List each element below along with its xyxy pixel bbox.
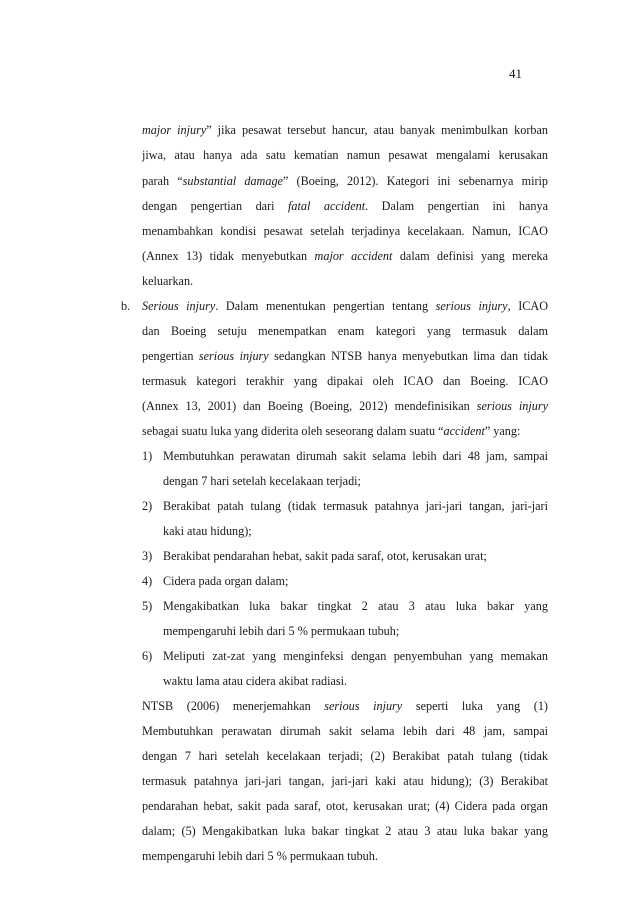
list-number: 3) [142,549,153,563]
text-run: (Annex 13, 2001) dan Boeing (Boeing, 2012) mendefinisikan [142,399,477,413]
italic-term: serious injury [476,399,549,413]
paragraph-line [142,248,548,264]
text-run: . Dalam pengertian ini hanya [365,199,548,213]
paragraph-line [142,423,520,439]
paragraph-line [142,122,548,138]
list-number: 1) [142,449,153,463]
list-number: 6) [142,649,153,663]
paragraph-line: keluarkan. [142,274,194,288]
paragraph-line [142,348,548,364]
text-run: NTSB (2006) menerjemahkan [142,699,325,713]
italic-term: substantial damage [182,174,283,188]
text-run: , ICAO [507,299,549,313]
text-run: (Annex 13) tidak menyebutkan [142,249,315,263]
text-run: sedangkan NTSB hanya menyebutkan lima dan tidak [268,349,548,363]
list-item-line: Berakibat pendarahan hebat, sakit pada saraf, otot, kerusakan urat; [163,549,487,563]
list-item-line: waktu lama atau cidera akibat radiasi. [163,674,348,688]
paragraph-line: Membutuhkan perawatan dirumah sakit selama lebih dari 48 jam, sampai [142,724,548,738]
paragraph-line: dengan 7 hari setelah kecelakaan terjadi; (2) Berakibat patah tulang (tidak [142,749,548,763]
text-run: pengertian [142,349,199,363]
italic-term: fatal accident [288,199,366,213]
list-item-line: Cidera pada organ dalam; [163,574,289,588]
section-marker: b. [121,299,131,313]
italic-term: Serious injury [142,299,216,313]
paragraph-line: mempengaruhi lebih dari 5 % permukaan tubuh. [142,849,378,863]
text-run: . Dalam menentukan pengertian tentang [215,299,436,313]
text-run: parah “ [142,174,183,188]
text-run: sebagai suatu luka yang diderita oleh seseorang dalam suatu “ [142,424,444,438]
paragraph-line: jiwa, atau hanya ada satu kematian namun pesawat mengalami kerusakan [142,148,548,162]
paragraph-line [142,298,548,314]
text-run: dengan pengertian dari [142,199,289,213]
text-run: ” (Boeing, 2012). Kategori ini sebenarnya mirip [282,174,548,188]
paragraph-line: termasuk patahnya jari-jari tangan, jari-jari kaki atau hidung); (3) Berakibat [142,774,548,788]
paragraph-line: dan Boeing setuju menempatkan enam kategori yang termasuk dalam [142,324,548,338]
italic-term: serious injury [198,349,269,363]
list-item-line: Meliputi zat-zat yang menginfeksi dengan penyembuhan yang memakan [163,649,548,663]
italic-term: serious injury [435,299,508,313]
italic-term: major accident [314,249,393,263]
list-item-line: Membutuhkan perawatan dirumah sakit selama lebih dari 48 jam, sampai [163,449,548,463]
paragraph-line [142,198,548,214]
paragraph-line [142,398,548,414]
list-item-line: dengan 7 hari setelah kecelakaan terjadi; [163,474,361,488]
paragraph-line: dalam; (5) Mengakibatkan luka bakar tingkat 2 atau 3 atau luka bakar yang [142,824,548,838]
text-run: dalam definisi yang mereka [392,249,548,263]
list-number: 5) [142,599,153,613]
paragraph-line [142,173,548,189]
text-run: ” jika pesawat tersebut hancur, atau banyak menimbulkan korban [206,123,548,137]
list-number: 2) [142,499,153,513]
list-item-line: mempengaruhi lebih dari 5 % permukaan tubuh; [163,624,400,638]
paragraph-line [142,698,548,714]
list-item-line: Berakibat patah tulang (tidak termasuk patahnya jari-jari tangan, jari-jari [163,499,548,513]
text-run: ” yang: [484,424,521,438]
paragraph-line: termasuk kategori terakhir yang dipakai oleh ICAO dan Boeing. ICAO [142,374,548,388]
list-item-line: Mengakibatkan luka bakar tingkat 2 atau 3 atau luka bakar yang [163,599,548,613]
text-run: seperti luka yang (1) [402,699,548,713]
page-number: 41 [509,66,522,81]
paragraph-line: pendarahan hebat, sakit pada saraf, otot, kerusakan urat; (4) Cidera pada organ [142,799,548,813]
list-number: 4) [142,574,153,588]
italic-term: accident [443,424,485,438]
list-item-line: kaki atau hidung); [163,524,252,538]
paragraph-line: menambahkan kondisi pesawat setelah terjadinya kecelakaan. Namun, ICAO [142,224,548,238]
italic-term: major injury [142,123,207,137]
italic-term: serious injury [324,699,403,713]
